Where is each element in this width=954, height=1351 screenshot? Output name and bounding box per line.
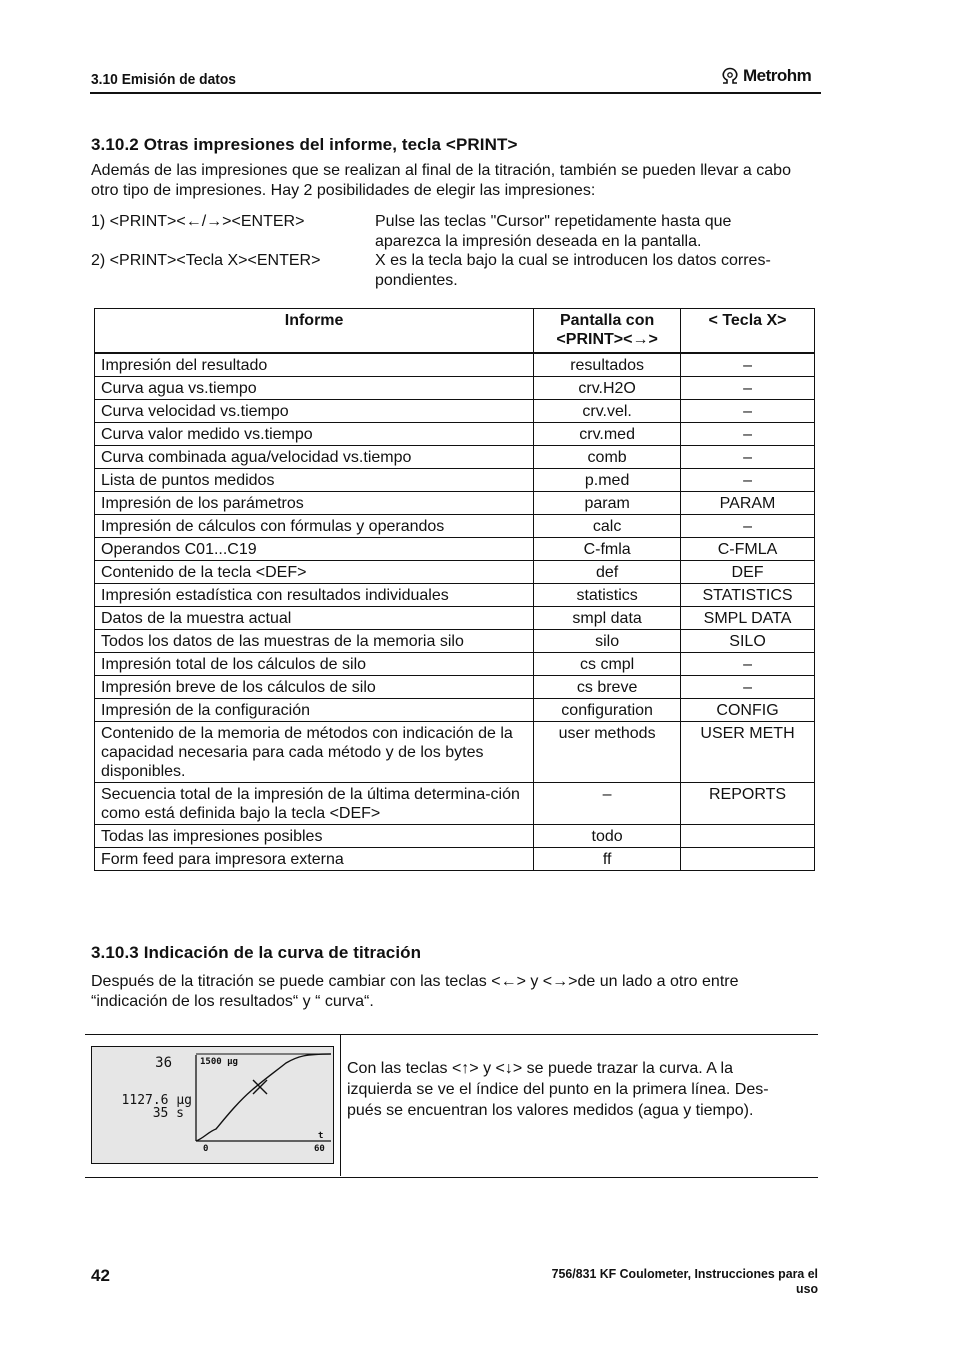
table-row [95, 469, 815, 492]
key-cell: – [681, 469, 815, 492]
table-header-row [95, 309, 815, 354]
figure-description: Con las teclas <↑> y <↓> se puede trazar la curva. A la izquierda se ve el índice del punto en la primera línea. Des-pués se encuentran los valores medidos (agua y tiempo). [347, 1060, 769, 1119]
key-cell: – [681, 377, 815, 400]
lcd-water-value: 1127.6 µg [121, 1093, 192, 1108]
option-2-desc: X es la tecla bajo la cual se introducen los datos corres-pondientes. [375, 252, 771, 289]
key-cell: CONFIG [681, 699, 815, 722]
display-cell: p.med [534, 469, 681, 492]
table-row [95, 423, 815, 446]
display-cell: crv.H2O [534, 377, 681, 400]
table-row [95, 825, 815, 848]
key-cell: – [681, 423, 815, 446]
lcd-curve-display [91, 1046, 334, 1164]
lcd-x-max-label: 60 [314, 1144, 325, 1154]
report-cell: Impresión breve de los cálculos de silo [95, 676, 534, 699]
key-cell: REPORTS [681, 783, 815, 825]
option-1-desc: Pulse las teclas "Cursor" repetidamente hasta que aparezca la impresión deseada en la pantalla. [375, 213, 732, 250]
column-header-key: < Tecla X> [681, 309, 815, 354]
option-2-key: 2) <PRINT><Tecla X><ENTER> [91, 252, 321, 269]
display-cell: todo [534, 825, 681, 848]
key-cell: SILO [681, 630, 815, 653]
report-cell: Contenido de la memoria de métodos con indicación de la capacidad necesaria para cada método y de los bytes disponibles. [95, 722, 534, 783]
key-cell: – [681, 676, 815, 699]
section-header: 3.10 Emisión de datos [91, 71, 236, 88]
page-number: 42 [91, 1266, 110, 1285]
table-row [95, 353, 815, 377]
curve-intro: Después de la titración se puede cambiar con las teclas <←> y <→>de un lado a otro entre “indicación de los resultados“ y “ curva“. [91, 973, 739, 1010]
lcd-point-index: 36 [155, 1055, 172, 1071]
key-cell: PARAM [681, 492, 815, 515]
table-row [95, 699, 815, 722]
display-cell: crv.vel. [534, 400, 681, 423]
lcd-t-label: t [318, 1131, 324, 1141]
lcd-y-max-label: 1500 µg [200, 1057, 238, 1067]
report-cell: Todas las impresiones posibles [95, 825, 534, 848]
lcd-titration-curve [196, 1054, 331, 1141]
metrohm-logo [720, 66, 811, 86]
display-cell: calc [534, 515, 681, 538]
lcd-screen [92, 1047, 333, 1163]
table-row [95, 607, 815, 630]
report-cell: Impresión de cálculos con fórmulas y operandos [95, 515, 534, 538]
print-intro: Además de las impresiones que se realizan al final de la titración, también se pueden llevar a cabo otro tipo de impresiones. Hay 2 posibilidades de elegir las impresiones: [91, 162, 791, 199]
key-cell: – [681, 353, 815, 377]
brand-name: Metrohm [743, 66, 812, 85]
table-row [95, 722, 815, 783]
document-title: 756/831 KF Coulometer, Instrucciones para el uso [551, 1266, 818, 1296]
display-cell: comb [534, 446, 681, 469]
display-cell: – [534, 783, 681, 825]
report-cell: Curva velocidad vs.tiempo [95, 400, 534, 423]
report-cell: Curva valor medido vs.tiempo [95, 423, 534, 446]
key-cell: STATISTICS [681, 584, 815, 607]
report-cell: Secuencia total de la impresión de la última determina-ción como está definida bajo la tecla <DEF> [95, 783, 534, 825]
display-cell: statistics [534, 584, 681, 607]
display-cell: resultados [534, 353, 681, 377]
report-cell: Curva combinada agua/velocidad vs.tiempo [95, 446, 534, 469]
table-row [95, 848, 815, 871]
report-cell: Impresión de los parámetros [95, 492, 534, 515]
lcd-x-min-label: 0 [203, 1144, 209, 1154]
display-cell: cs cmpl [534, 653, 681, 676]
header-rule [90, 92, 821, 94]
key-cell: SMPL DATA [681, 607, 815, 630]
display-cell: param [534, 492, 681, 515]
key-cell: USER METH [681, 722, 815, 783]
table-row [95, 446, 815, 469]
table-row [95, 783, 815, 825]
lcd-time-value: 35 s [152, 1106, 184, 1121]
table-row [95, 676, 815, 699]
column-header-report: Informe [95, 309, 534, 354]
table-row [95, 561, 815, 584]
report-cell: Curva agua vs.tiempo [95, 377, 534, 400]
table-row [95, 492, 815, 515]
key-cell [681, 825, 815, 848]
key-cell: – [681, 515, 815, 538]
display-cell: user methods [534, 722, 681, 783]
table-row [95, 515, 815, 538]
metrohm-omega-icon [720, 67, 740, 85]
table-row [95, 377, 815, 400]
table-row [95, 538, 815, 561]
display-cell: smpl data [534, 607, 681, 630]
display-cell: C-fmla [534, 538, 681, 561]
table-row [95, 400, 815, 423]
display-cell: cs breve [534, 676, 681, 699]
report-cell: Impresión total de los cálculos de silo [95, 653, 534, 676]
report-cell: Contenido de la tecla <DEF> [95, 561, 534, 584]
option-1-key: 1) <PRINT><←/→><ENTER> [91, 213, 305, 230]
key-cell: DEF [681, 561, 815, 584]
report-cell: Impresión de la configuración [95, 699, 534, 722]
table-row [95, 630, 815, 653]
report-cell: Todos los datos de las muestras de la memoria silo [95, 630, 534, 653]
section-heading-curve: 3.10.3 Indicación de la curva de titración [91, 943, 422, 962]
key-cell: – [681, 446, 815, 469]
report-cell: Form feed para impresora externa [95, 848, 534, 871]
display-cell: configuration [534, 699, 681, 722]
report-cell: Impresión estadística con resultados individuales [95, 584, 534, 607]
print-reports-table [94, 308, 815, 871]
report-cell: Lista de puntos medidos [95, 469, 534, 492]
column-header-display: Pantalla con <PRINT><→> [534, 309, 681, 354]
figure-divider [340, 1034, 341, 1176]
report-cell: Impresión del resultado [95, 353, 534, 377]
key-cell [681, 848, 815, 871]
display-cell: def [534, 561, 681, 584]
display-cell: silo [534, 630, 681, 653]
display-cell: crv.med [534, 423, 681, 446]
table-row [95, 653, 815, 676]
key-cell: – [681, 400, 815, 423]
table-row [95, 584, 815, 607]
key-cell: C-FMLA [681, 538, 815, 561]
display-cell: ff [534, 848, 681, 871]
key-cell: – [681, 653, 815, 676]
section-heading-print: 3.10.2 Otras impresiones del informe, tecla <PRINT> [91, 135, 518, 154]
report-cell: Operandos C01...C19 [95, 538, 534, 561]
report-cell: Datos de la muestra actual [95, 607, 534, 630]
